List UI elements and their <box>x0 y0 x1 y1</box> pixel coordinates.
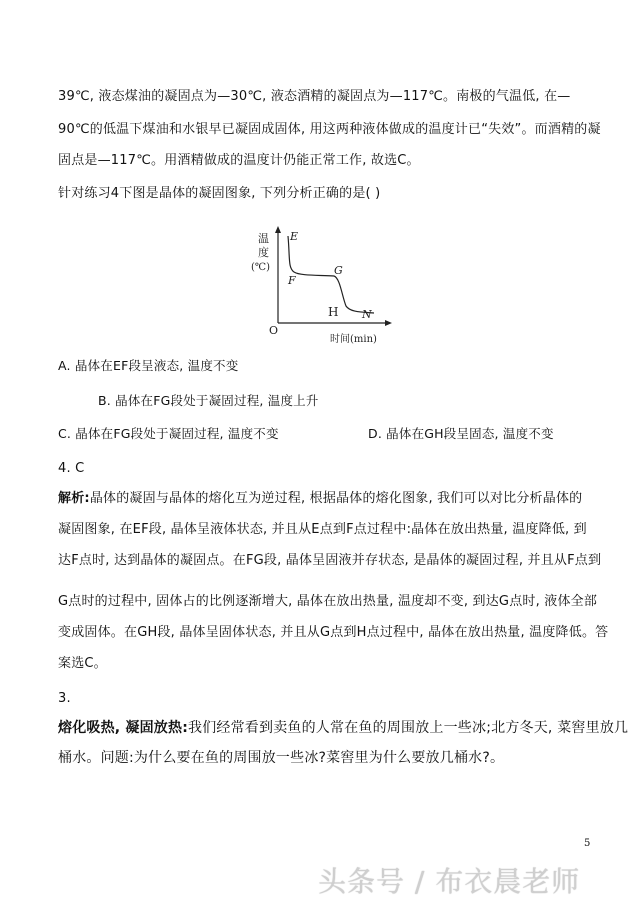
analysis-line: 达F点时, 达到晶体的凝固点。在FG段, 晶体呈固液并存状态, 是晶体的凝固过程, 并且从F点到 <box>58 553 602 568</box>
point-label-n: N <box>362 308 372 321</box>
cooling-curve <box>288 236 374 313</box>
y-axis-arrow <box>275 226 281 233</box>
option-a: A. 晶体在EF段呈液态, 温度不变 <box>58 358 239 373</box>
page-number: 5 <box>584 838 591 849</box>
point-label-h: H <box>328 305 339 319</box>
point-label-f: F <box>288 274 296 287</box>
point-label-g: G <box>334 264 343 277</box>
paragraph-label: 熔化吸热, 凝固放热: <box>58 720 188 736</box>
text-line: 39℃, 液态煤油的凝固点为—30℃, 液态酒精的凝固点为—117℃。南极的气温低, 在— <box>58 89 571 104</box>
section-number: 3. <box>58 691 71 706</box>
text-line: 固点是—117℃。用酒精做成的温度计仍能正常工作, 故选C。 <box>58 153 420 168</box>
paragraph-text: 我们经常看到卖鱼的人常在鱼的周围放上一些冰;北方冬天, 菜窖里放几 <box>188 720 629 736</box>
option-b: B. 晶体在FG段处于凝固过程, 温度上升 <box>98 393 319 408</box>
analysis-line: 变成固体。在GH段, 晶体呈固体状态, 并且从G点到H点过程中, 晶体在放出热量, 温度降低。答 <box>58 625 609 640</box>
paragraph-line: 桶水。问题:为什么要在鱼的周围放一些冰?菜窖里为什么要放几桶水?。 <box>58 750 505 766</box>
x-axis-label: 时间(min) <box>330 334 377 345</box>
solidification-graph <box>250 218 400 348</box>
y-axis-label: 度 <box>258 246 269 259</box>
analysis-line <box>58 490 582 508</box>
analysis-line: G点时的过程中, 固体占的比例逐渐增大, 晶体在放出热量, 温度却不变, 到达G点时, 液体全部 <box>58 594 598 609</box>
point-label-e: E <box>290 230 299 243</box>
x-axis-arrow <box>385 320 392 326</box>
paragraph-line <box>58 719 628 737</box>
answer-number: 4. C <box>58 461 85 476</box>
text-line: 90℃的低温下煤油和水银早已凝固成固体, 用这两种液体做成的温度计已“失效”。而酒精的凝 <box>58 122 601 137</box>
analysis-line: 凝固图象, 在EF段, 晶体呈液体状态, 并且从E点到F点过程中:晶体在放出热量, 温度降低, 到 <box>58 522 587 537</box>
analysis-text: 晶体的凝固与晶体的熔化互为逆过程, 根据晶体的熔化图象, 我们可以对比分析晶体的 <box>89 491 583 506</box>
y-axis-label: 温 <box>258 232 269 245</box>
option-c: C. 晶体在FG段处于凝固过程, 温度不变 <box>58 426 279 441</box>
option-d: D. 晶体在GH段呈固态, 温度不变 <box>368 426 554 441</box>
question-text: 针对练习4下图是晶体的凝固图象, 下列分析正确的是( ) <box>58 186 381 201</box>
origin-label: O <box>269 324 279 337</box>
watermark: 头条号 / 布衣晨老师 <box>318 865 581 898</box>
y-axis-unit: (℃) <box>251 262 270 273</box>
analysis-label: 解析: <box>58 491 90 506</box>
analysis-line: 案选C。 <box>58 656 107 671</box>
